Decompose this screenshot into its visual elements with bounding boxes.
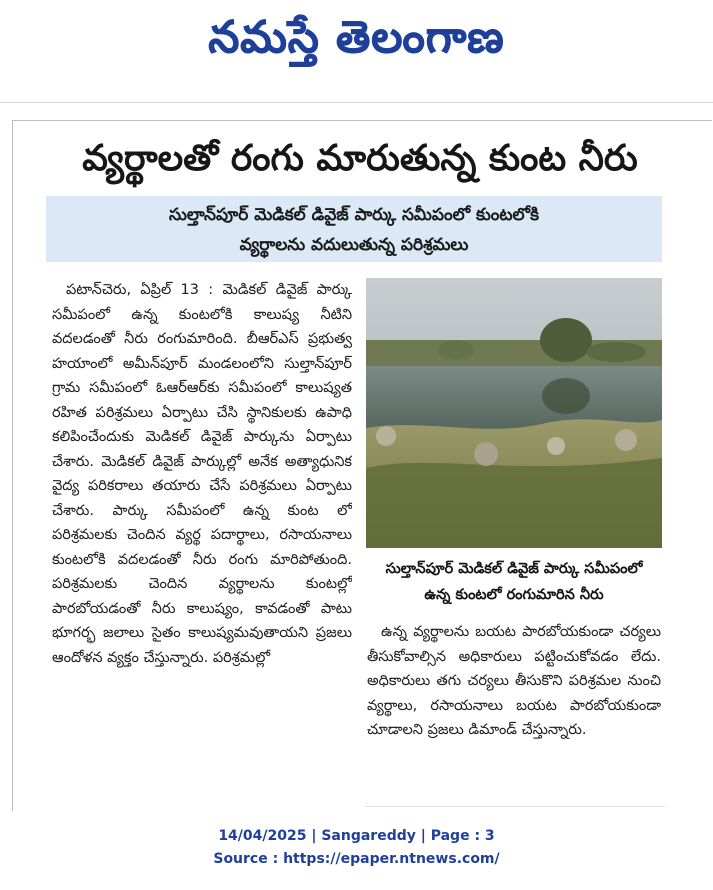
article-photo xyxy=(366,278,662,548)
footer-source-link[interactable]: Source : https://epaper.ntnews.com/ xyxy=(213,851,500,867)
masthead-divider xyxy=(0,102,713,103)
newspaper-logo: నమస్తే తెలంగాణ xyxy=(208,12,505,63)
footer-date-edition-page: 14/04/2025 | Sangareddy | Page : 3 xyxy=(218,828,495,844)
subhead-line-1: సుల్తాన్‌పూర్ మెడికల్ డివైజ్ పార్కు సమీపంలో కుంటలోకి xyxy=(169,205,539,225)
photo-caption-line-2: ఉన్న కుంటలో రంగుమారిన నీరు xyxy=(424,587,604,603)
article-body-left-column xyxy=(52,278,352,798)
article-headline: వ్యర్థాలతో రంగు మారుతున్న కుంట నీరు xyxy=(82,138,638,179)
article-body-right-text: ఉన్న వ్యర్థాలను బయట పారబోయకుండా చర్యలు తీసుకోవాల్సిన అధికారులు పట్టించుకోవడం లేదు. అధికారులు తగు చర్యలు తీసుకొని పరిశ్రమల నుంచి వ్యర్థాలు, రసాయనాలు బయట పారబోయకుండా చూడాలని ప్రజలు డిమాండ్ చేస్తున్నారు. xyxy=(367,624,661,738)
article-end-divider xyxy=(365,806,665,807)
photo-caption xyxy=(366,556,662,612)
masthead xyxy=(0,6,713,86)
article-subhead xyxy=(46,196,662,262)
photo-caption-line-1: సుల్తాన్‌పూర్ మెడికల్ డివైజ్ పార్కు సమీపంలో xyxy=(385,561,643,577)
subhead-line-2: వ్యర్థాలను వదులుతున్న పరిశ్రమలు xyxy=(239,235,469,255)
pond-photo-illustration xyxy=(366,278,662,548)
article-body-right-column xyxy=(367,620,661,790)
article-body-left-text: పటాన్‌చెరు, ఏప్రిల్ 13 : మెడికల్ డివైజ్ పార్కు సమీపంలో ఉన్న కుంటలోకి కాలుష్య నీటిని వదలడంతో నీరు రంగుమారింది. బీఆర్‌ఎస్ ప్రభుత్వ హయాంలో అమీన్‌పూర్ మండలంలోని సుల్తాన్‌పూర్ గ్రామ సమీపంలో ఓఆర్‌ఆర్‌కు సమీపంలో కాలుష్యత రహిత పరిశ్రమలు ఏర్పాటు చేసి స్థానికులకు ఉపాధి కలిపించేందుకు మెడికల్ డివైజ్ పార్కును ఏర్పాటు చేశారు. మెడికల్ డివైజ్ పార్కుల్లో అనేక అత్యాధునిక వైద్య పరికరాలు తయారు చేసే పరిశ్రమలు ఏర్పాటు చేశారు. పార్కు సమీపంలో ఉన్న కుంట లో పరిశ్రమలకు చెందిన వ్యర్థ పదార్థాలు, రసాయనాలు కుంటలోకి వదలడంతో నీరు రంగు మారిపోతుంది. పరిశ్రమలకు చెందిన వ్యర్థాలను కుంటల్లో పారబోయడంతో నీరు కాలుష్యం, కావడంతో పాటు భూగర్భ జలాలు సైతం కాలుష్యమవుతాయని ప్రజలు ఆందోళన వ్యక్తం చేస్తున్నారు. పరిశ్రమల్లో xyxy=(52,282,352,666)
